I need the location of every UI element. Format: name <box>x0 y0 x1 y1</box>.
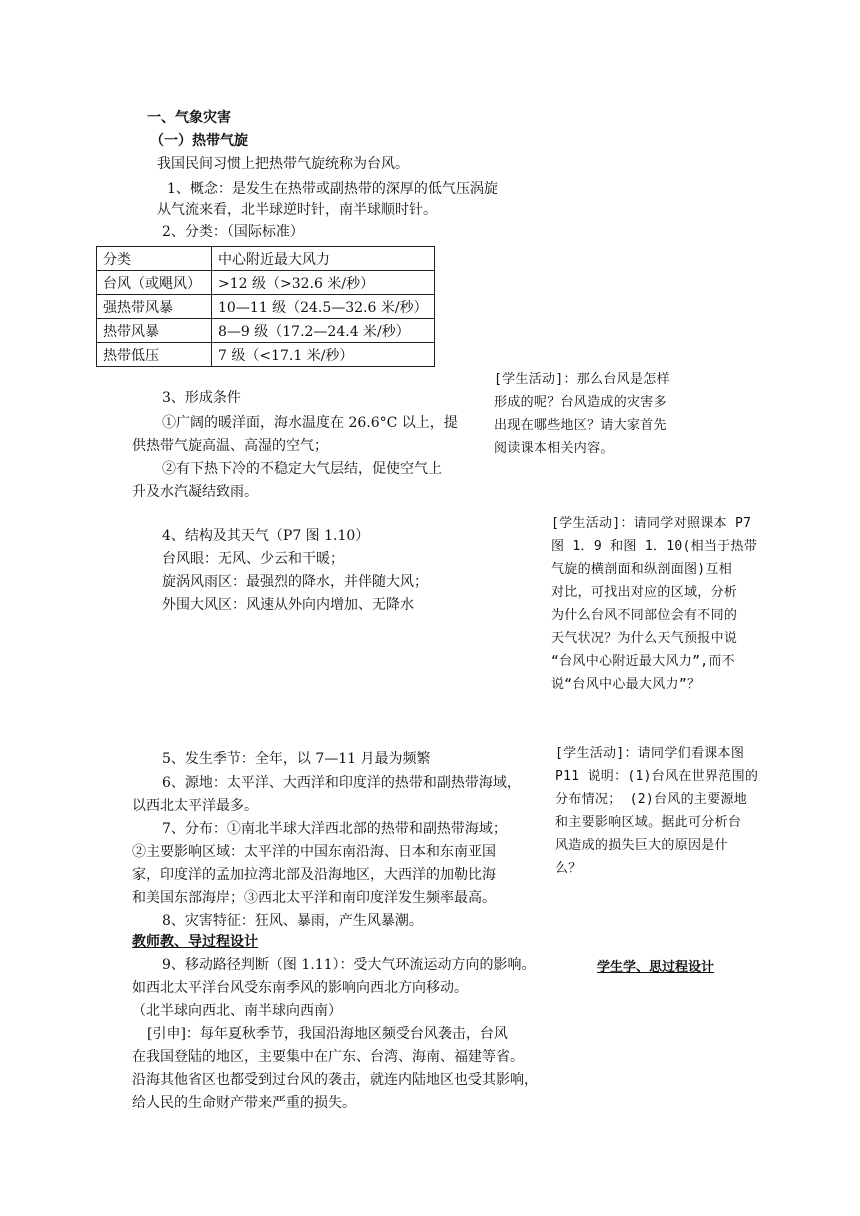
source-line: 6、源地：太平洋、大西洋和印度洋的热带和副热带海域， <box>162 775 521 791</box>
table-cell: >12 级（>32.6 米/秒） <box>212 271 435 295</box>
table-cell: 热带风暴 <box>97 319 212 343</box>
path-line: 如西北太平洋台风受东南季风的影响向西北方向移动。 <box>132 980 468 996</box>
concept-line-1: 1、概念：是发生在热带或副热带的深厚的低气压涡旋 <box>167 181 498 197</box>
hazard-line: 8、灾害特征：狂风、暴雨，产生风暴潮。 <box>162 913 423 929</box>
student-activity-3-line: [学生活动]：请同学们看课本图 <box>555 746 745 761</box>
formation-line: ②有下热下冷的不稳定大气层结，促使空气上 <box>162 461 442 477</box>
student-activity-1-line: 形成的呢？台风造成的灾害多 <box>494 395 667 410</box>
student-activity-2-line: “台风中心附近最大风力”,而不 <box>551 654 735 669</box>
concept-line-2: 从气流来看，北半球逆时针，南半球顺时针。 <box>157 202 437 218</box>
teacher-heading: 教师教、导过程设计 <box>132 934 258 950</box>
intro-text: 我国民间习惯上把热带气旋统称为台风。 <box>157 156 409 172</box>
source-line: 以西北太平洋最多。 <box>132 798 258 814</box>
table-row <box>97 295 435 319</box>
student-activity-2-line: [学生活动]：请同学对照课本 P7 <box>551 516 752 531</box>
table-header-cell: 中心附近最大风力 <box>212 247 435 271</box>
formation-line: 升及水汽凝结致雨。 <box>132 484 258 500</box>
table-cell: 热带低压 <box>97 343 212 367</box>
structure-line: 外围大风区：风速从外向内增加、无降水 <box>162 597 414 613</box>
student-activity-2-line: 天气状况？为什么天气预报中说 <box>551 631 738 646</box>
table-header-cell: 分类 <box>97 247 212 271</box>
classification-heading: 2、分类：（国际标准） <box>162 224 304 240</box>
subsection-title: （一）热带气旋 <box>150 133 248 149</box>
path-line: （北半球向西北、南半球向西南） <box>132 1003 342 1019</box>
classification-table <box>96 246 435 367</box>
distribution-line: 家，印度洋的孟加拉湾北部及沿海地区，大西洋的加勒比海 <box>132 867 496 883</box>
table-cell: 台风（或飓风） <box>97 271 212 295</box>
table-row <box>97 319 435 343</box>
student-activity-1-line: 阅读课本相关内容。 <box>494 441 614 456</box>
formation-line: 供热带气旋高温、高湿的空气； <box>132 438 328 454</box>
table-row <box>97 271 435 295</box>
structure-line: 旋涡风雨区：最强烈的降水，并伴随大风； <box>162 574 428 590</box>
student-activity-2-line: 对比，可找出对应的区域，分析 <box>551 585 738 600</box>
formation-line: ①广阔的暖洋面，海水温度在 26.6°C 以上，提 <box>162 415 458 431</box>
table-cell: 强热带风暴 <box>97 295 212 319</box>
distribution-line: ②主要影响区域：太平洋的中国东南沿海、日本和东南亚国 <box>132 844 496 860</box>
distribution-line: 和美国东部海岸；③西北太平洋和南印度洋发生频率最高。 <box>132 890 496 906</box>
section-title: 一、气象灾害 <box>147 110 231 126</box>
table-row <box>97 343 435 367</box>
extension-line: 给人民的生命财产带来严重的损失。 <box>132 1095 356 1111</box>
table-cell: 10—11 级（24.5—32.6 米/秒） <box>212 295 435 319</box>
table-header-row <box>97 247 435 271</box>
student-activity-3-line: P11 说明：(1)台风在世界范围的 <box>555 769 759 784</box>
student-activity-2-line: 说“台风中心最大风力”？ <box>551 677 701 692</box>
student-activity-3-line: 和主要影响区域。据此可分析台 <box>555 815 742 830</box>
student-heading: 学生学、思过程设计 <box>597 960 715 975</box>
student-activity-1-line: [学生活动]：那么台风是怎样 <box>494 372 670 387</box>
distribution-line: 7、分布：①南北半球大洋西北部的热带和副热带海域； <box>162 821 507 837</box>
table-cell: 7 级（<17.1 米/秒） <box>212 343 435 367</box>
extension-line: 沿海其他省区也都受到过台风的袭击，就连内陆地区也受其影响， <box>132 1072 538 1088</box>
formation-heading: 3、形成条件 <box>162 390 241 406</box>
season-line: 5、发生季节：全年，以 7—11 月最为频繁 <box>162 751 431 767</box>
table-cell: 8—9 级（17.2—24.4 米/秒） <box>212 319 435 343</box>
student-activity-3-line: 么？ <box>555 861 582 876</box>
extension-line: [引申]：每年夏秋季节，我国沿海地区频受台风袭击，台风 <box>147 1026 508 1042</box>
student-activity-2-line: 为什么台风不同部位会有不同的 <box>551 608 738 623</box>
student-activity-2-line: 图 1．9 和图 1．10(相当于热带 <box>551 539 758 554</box>
path-line: 9、移动路径判断（图 1.11）：受大气环流运动方向的影响。 <box>162 957 536 973</box>
student-activity-1-line: 出现在哪些地区？请大家首先 <box>494 418 667 433</box>
extension-line: 在我国登陆的地区，主要集中在广东、台湾、海南、福建等省。 <box>132 1049 524 1065</box>
student-activity-3-line: 分布情况； (2)台风的主要源地 <box>555 792 748 807</box>
structure-line: 台风眼：无风、少云和干暖； <box>162 551 344 567</box>
structure-heading: 4、结构及其天气（P7 图 1.10） <box>162 528 370 544</box>
student-activity-3-line: 风造成的损失巨大的原因是什 <box>555 838 728 853</box>
student-activity-2-line: 气旋的横剖面和纵剖面图)互相 <box>551 562 733 577</box>
